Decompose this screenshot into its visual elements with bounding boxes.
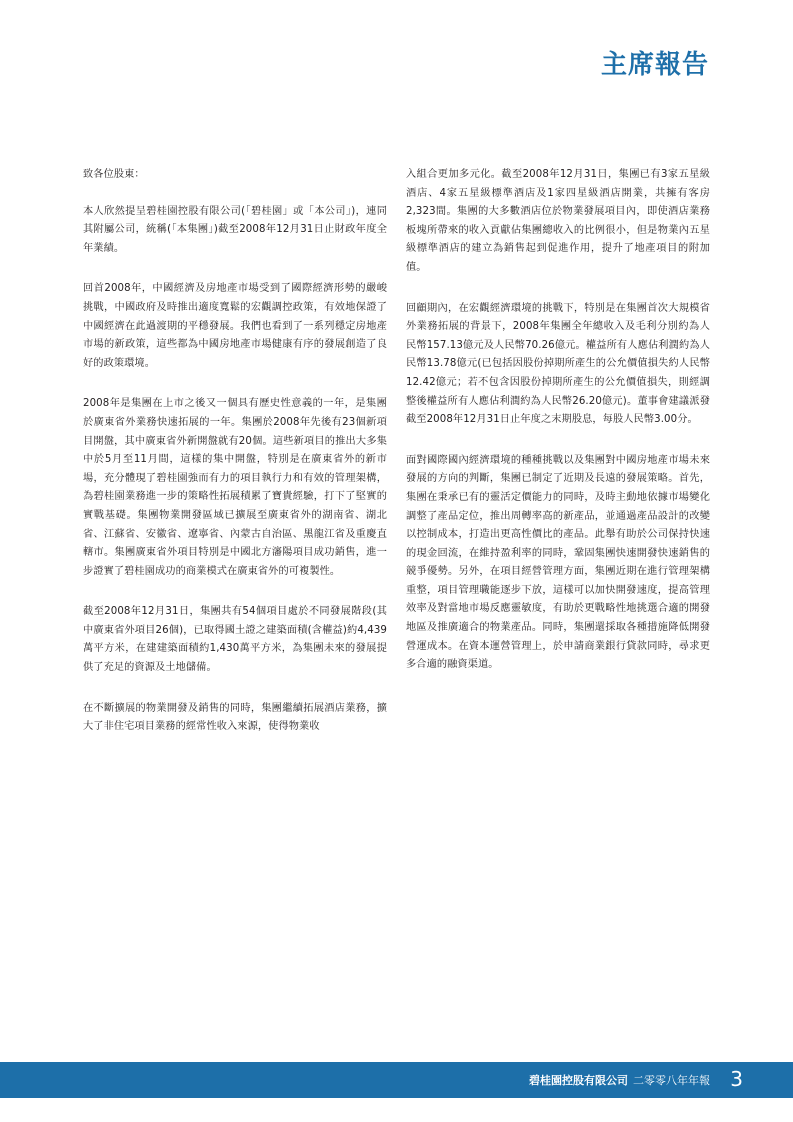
right-column <box>406 166 710 697</box>
hotel-paragraph-continued: 入組合更加多元化。截至2008年12月31日，集團已有3家五星級酒店、4家五星級標準酒店及1家四星級酒店開業，共擁有客房2,323間。集團的大多數酒店位於物業發展項目內，即使酒店業務板塊所帶來的收入貢獻佔集團總收入的比例很小，但是物業內五星級標準酒店的建立為銷售起到促進作用，提升了地產項目的附加值。 <box>406 169 710 273</box>
strategy-paragraph: 面對國際國內經濟環境的種種挑戰以及集團對中國房地產市場未來發展的方向的判斷，集團已制定了近期及長遠的發展策略。首先，集團在秉承已有的靈活定價能力的同時，及時主動地依據市場變化調整了產品定位，推出周轉率高的新產品，並通過產品設計的改變以控制成本，打造出更高性價比的產品。此舉有助於公司保持快速的現金回流，在維持盈利率的同時，鞏固集團快速開發快速銷售的競爭優勢。另外，在項目經營管理方面，集團近期在進行管理架構重整，項目管理職能逐步下放，這樣可以加快開發速度，提高管理效率及對當地市場反應靈敏度，有助於更戰略性地挑選合適的開發地區及推廣適合的物業產品。同時，集團還採取各種措施降低開發營運成本。在資本運營管理上，於申請商業銀行貸款同時，尋求更多合適的融資渠道。 <box>406 454 710 671</box>
footer-bar <box>0 1062 793 1098</box>
footer-company-name: 碧桂園控股有限公司 <box>529 1074 628 1087</box>
projects-paragraph: 截至2008年12月31日，集團共有54個項目處於不同發展階段(其中廣東省外項目26個)，已取得國土證之建築面積(含權益)約4,439萬平方米，在建建築面積約1,430萬平方米，為集團未來的發展提供了充足的資源及土地儲備。 <box>83 606 387 674</box>
intro-paragraph: 本人欣然提呈碧桂園控股有限公司(「碧桂園」或「本公司」)，連同其附屬公司，統稱(「本集團」)截至2008年12月31日止財政年度全年業績。 <box>83 205 387 254</box>
left-column <box>83 166 387 759</box>
greeting-paragraph: 致各位股東： <box>83 169 145 180</box>
expansion-paragraph: 2008年是集團在上市之後又一個具有歷史性意義的一年，是集團於廣東省外業務快速拓展的一年。集團於2008年先後有23個新項目開盤，其中廣東省外新開盤就有20個。這些新項目的推出大多集中於5月至11月間，這樣的集中開盤，特別是在廣東省外的新市場，充分體現了碧桂園強而有力的項目執行力和有效的管理架構，為碧桂園業務進一步的策略性拓展積累了寶貴經驗，打下了堅實的實戰基礎。集團物業開發區域已擴展至廣東省外的湖南省、湖北省、江蘇省、安徽省、遼寧省、內蒙古自治區、黑龍江省及重慶直轄市。集團廣東省外項目特別是中國北方瀋陽項目成功銷售，進一步證實了碧桂園成功的商業模式在廣東省外的可複製性。 <box>83 398 387 577</box>
hotel-paragraph-start: 在不斷擴展的物業開發及銷售的同時，集團繼續拓展酒店業務，擴大了非住宅項目業務的經常性收入來源，使得物業收 <box>83 702 387 733</box>
page-number: 3 <box>730 1067 743 1091</box>
page-title: 主席報告 <box>600 50 709 80</box>
footer-report-title: 二零零八年年報 <box>633 1074 710 1087</box>
financial-results-paragraph: 回顧期內，在宏觀經濟環境的挑戰下，特別是在集團首次大規模省外業務拓展的背景下，2008年集團全年總收入及毛利分別約為人民幣157.13億元及人民幣70.26億元。權益所有人應佔利潤約為人民幣13.78億元(已包括因股份掉期所產生的公允價值損失約人民幣12.42億元；若不包含因股份掉期所產生的公允價值損失，則經調整後權益所有人應佔利潤約為人民幣26.20億元)。董事會建議派發截至2008年12月31日止年度之末期股息，每股人民幣3.00分。 <box>406 302 710 426</box>
market-review-paragraph: 回首2008年，中國經濟及房地產市場受到了國際經濟形勢的嚴峻挑戰，中國政府及時推出適度寬鬆的宏觀調控政策，有效地保證了中國經濟在此過渡期的平穩發展。我們也看到了一系列穩定房地產市場的新政策，這些都為中國房地產市場健康有序的發展創造了良好的政策環境。 <box>83 283 387 369</box>
